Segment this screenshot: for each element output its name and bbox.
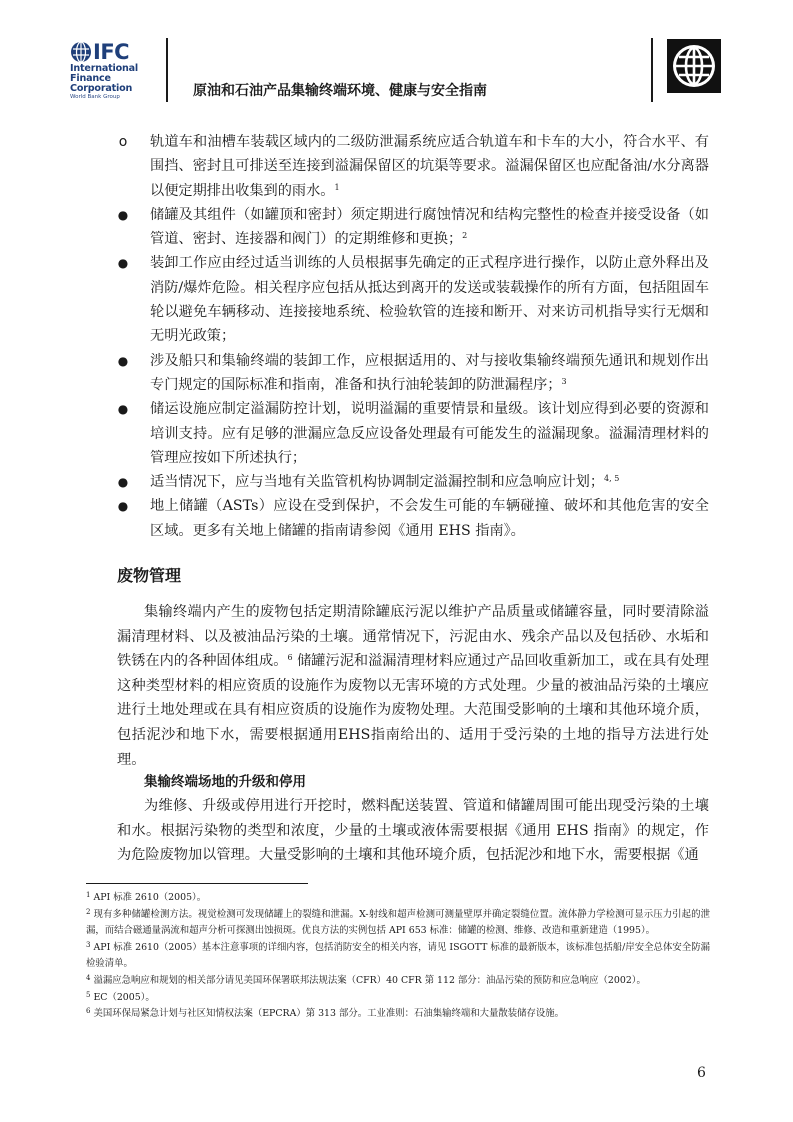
footnote-ref[interactable]: 1 — [334, 182, 340, 192]
footnote-number: 6 — [86, 1007, 91, 1016]
paragraph-text: 储罐污泥和溢漏清理材料应通过产品回收重新加工，或在具有处理这种类型材料的相应资质的设施作为废物以无害环境的方式处理。少量的被油品污染的土壤应进行土地处理或在具有相应资质的设施作为废物处理。大范围受影响的土壤和其他环境介质，包括泥沙和地下水，需要根据通用EHS指南给出的、适用于受污染的土地的指导方法进行处理。 — [117, 653, 709, 768]
list-item-text: 储运设施应制定溢漏防控计划，说明溢漏的重要情景和量级。该计划应得到必要的资源和培训支持。应有足够的泄漏应急反应设备处理最有可能发生的溢漏现象。溢漏清理材料的管理应按如下所述执行； — [150, 401, 709, 466]
footnote — [86, 907, 710, 940]
footnote-number: 4 — [86, 973, 91, 982]
list-item — [117, 397, 709, 470]
footnote-number: 2 — [86, 907, 91, 916]
footnote — [86, 1006, 710, 1023]
list-marker: ● — [117, 353, 129, 368]
footnote-number: 5 — [86, 990, 91, 999]
list-item — [117, 203, 709, 252]
list-item — [117, 130, 709, 203]
footnote-ref[interactable]: 4, 5 — [604, 474, 620, 484]
page-header — [0, 0, 793, 105]
footnote-number: 3 — [86, 940, 91, 949]
footnote — [86, 890, 710, 907]
footnote-text: 美国环保局紧急计划与社区知情权法案（EPCRA）第 313 部分。工业准则：石油集输终端和大量散装储存设施。 — [93, 1008, 564, 1020]
ifc-globe-icon — [70, 41, 92, 63]
list-marker: ● — [117, 256, 129, 271]
ifc-logo-line2: Finance — [70, 73, 111, 84]
paragraph-text: 集输终端内产生的废物包括定期清除罐底污泥以维护产品质量或储罐容量，同时要清除溢漏清理材料、以及被油品污染的土壤。通常情况下，污泥由水、残余产品以及包括砂、水垢和铁锈在内的各种固体组成。 — [117, 604, 709, 670]
footnote — [86, 990, 710, 1007]
footnote-text: API 标准 2610（2005）。 — [93, 892, 207, 903]
bullet-list — [117, 130, 709, 543]
list-item-text: 地上储罐（ASTs）应设在受到保护，不会发生可能的车辆碰撞、破坏和其他危害的安全区域。更多有关地上储罐的指南请参阅《通用 EHS 指南》。 — [150, 498, 709, 539]
list-marker: ● — [117, 475, 129, 490]
subsection-heading: 集输终端场地的升级和停用 — [144, 774, 306, 790]
footnote-text: 溢漏应急响应和规划的相关部分请见美国环保署联邦法规法案（CFR）40 CFR 第 112 部分：油品污染的预防和应急响应（2002）。 — [93, 974, 646, 986]
list-item-text: 涉及船只和集输终端的装卸工作，应根据适用的、对与接收集输终端预先通讯和规划作出专门规定的国际标准和指南，准备和执行油轮装卸的防泄漏程序； — [150, 352, 709, 393]
footnote — [86, 973, 710, 990]
footnote-text: 现有多种储罐检测方法。视觉检测可发现储罐上的裂缝和泄漏。X-射线和超声检测可测量壁厚并确定裂缝位置。流体静力学检测可显示压力引起的泄漏，而结合磁通量涡流和超声分析可探测出蚀损斑。优良方法的实例包括 API 653 标准：储罐的检测、维修、改造和重新建造（1995）。 — [86, 908, 710, 937]
footnote-divider — [86, 883, 308, 884]
body-paragraph — [117, 600, 709, 772]
world-bank-globe-icon — [667, 39, 721, 93]
footnote-text: API 标准 2610（2005）基本注意事项的详细内容，包括消防安全的相关内容，请见 ISGOTT 标准的最新版本，该标准包括船/岸安全总体安全防漏检验清单。 — [86, 941, 710, 970]
footnote — [86, 940, 710, 973]
document-title: 原油和石油产品集输终端环境、健康与安全指南 — [193, 83, 487, 99]
ifc-logo-line1: International — [70, 63, 138, 74]
list-item — [117, 470, 709, 494]
footnote-text: EC（2005）。 — [93, 991, 155, 1003]
footnote-ref[interactable]: 6 — [287, 653, 293, 663]
list-item-text: 装卸工作应由经过适当训练的人员根据事先确定的正式程序进行操作，以防止意外释出及消防/爆炸危险。相关程序应包括从抵达到离开的发送或装载操作的所有方面，包括阻固车轮以避免车辆移动、连接接地系统、检验软管的连接和断开、对来访司机指导实行无烟和无明光政策； — [150, 255, 709, 345]
list-marker: ● — [117, 402, 129, 417]
list-item-text: 储罐及其组件（如罐顶和密封）须定期进行腐蚀情况和结构完整性的检查并接受设备（如管道、密封、连接器和阀门）的定期维修和更换； — [150, 206, 709, 248]
list-item — [117, 494, 709, 543]
page-number: 6 — [697, 1065, 706, 1081]
header-divider-right — [651, 38, 653, 102]
footnotes — [86, 890, 710, 1023]
list-item-text: 适当情况下，应与当地有关监管机构协调制定溢漏控制和应急响应计划； — [150, 474, 605, 491]
header-divider-left — [166, 38, 168, 102]
list-marker: ● — [117, 207, 129, 222]
body-paragraph: 为维修、升级或停用进行开挖时，燃料配送装置、管道和储罐周围可能出现受污染的土壤和水。根据污染物的类型和浓度，少量的土壤或液体需要根据《通用 EHS 指南》的规定，作为危险废物加以管理。大量受影响的土壤和其他环境介质，包括泥沙和地下水，需要根据《通 — [117, 798, 709, 864]
list-item — [117, 251, 709, 348]
list-marker: o — [118, 134, 128, 150]
section-heading: 废物管理 — [117, 566, 182, 585]
list-item-text: 轨道车和油槽车装载区域内的二级防泄漏系统应适合轨道车和卡车的大小，符合水平、有围挡、密封且可排送至连接到溢漏保留区的坑渠等要求。溢漏保留区也应配备油/水分离器以便定期排出收集到的雨水。 — [150, 134, 709, 199]
list-marker: ● — [117, 499, 129, 514]
ifc-logo-letters: IFC — [93, 40, 130, 64]
list-item — [117, 349, 709, 398]
ifc-logo — [70, 40, 152, 101]
footnote-ref[interactable]: 3 — [561, 376, 567, 386]
footnote-ref[interactable]: 2 — [462, 231, 468, 241]
ifc-logo-line3: Corporation — [70, 83, 133, 94]
footnote-number: 1 — [86, 891, 91, 899]
ifc-logo-tagline: World Bank Group — [70, 94, 120, 100]
